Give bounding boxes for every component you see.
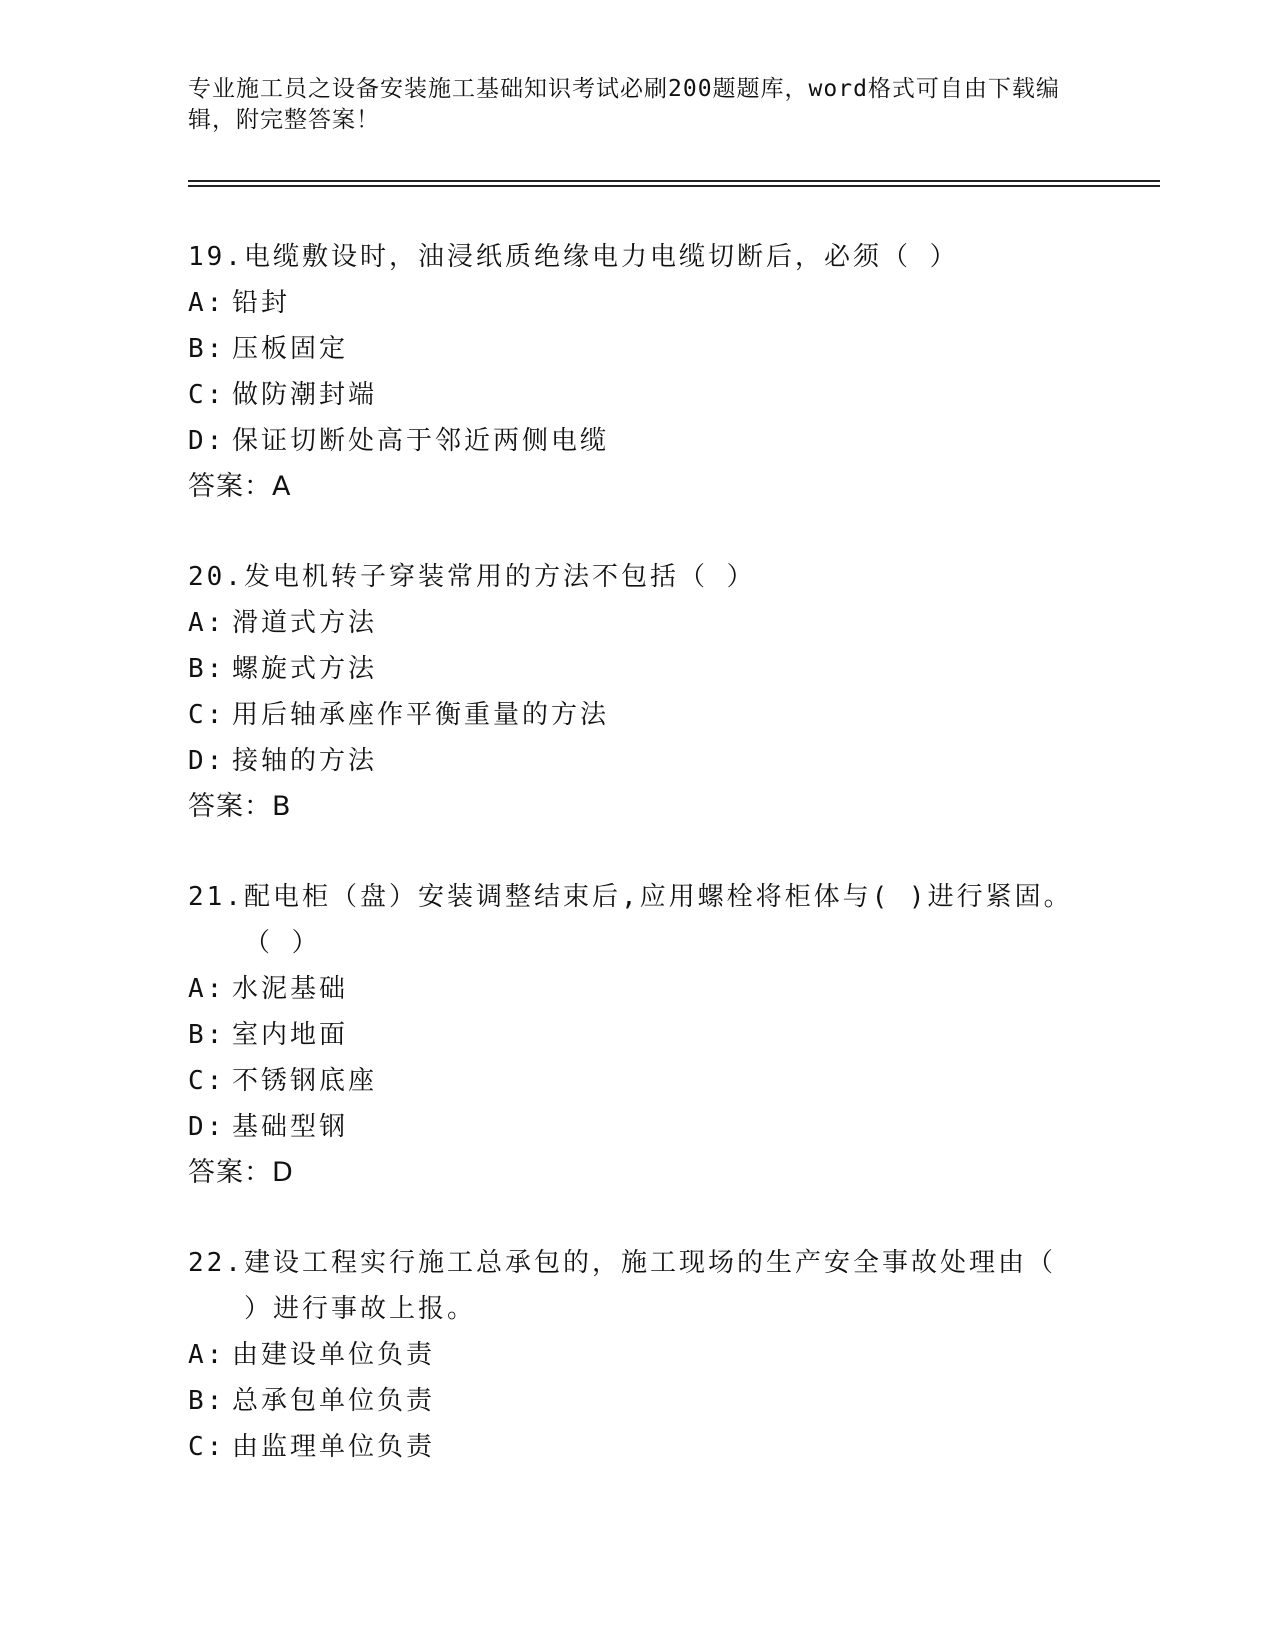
- option-c: [188, 1058, 1088, 1104]
- option-b: [188, 1378, 1088, 1424]
- option-text: 由监理单位负责: [232, 1432, 436, 1462]
- option-c: [188, 372, 1088, 418]
- option-key: B:: [188, 654, 226, 684]
- option-d: [188, 1104, 1088, 1150]
- option-key: B:: [188, 1386, 226, 1416]
- question-text: 发电机转子穿装常用的方法不包括（ ）: [243, 562, 756, 592]
- option-text: 不锈钢底座: [232, 1066, 378, 1096]
- option-a: [188, 280, 1088, 326]
- option-key: D:: [188, 746, 226, 776]
- header-divider-top: [188, 180, 1160, 182]
- option-key: A:: [188, 608, 226, 638]
- question-number: 22.: [188, 1248, 244, 1278]
- option-a: [188, 600, 1088, 646]
- option-b: [188, 1012, 1088, 1058]
- option-key: D:: [188, 1112, 226, 1142]
- question-stem: [188, 234, 1088, 280]
- option-b: [188, 326, 1088, 372]
- option-text: 铅封: [232, 288, 291, 318]
- question-20: [188, 554, 1088, 830]
- option-d: [188, 418, 1088, 464]
- answer-line: 答案：A: [188, 471, 292, 502]
- question-stem: [188, 874, 1088, 966]
- question-number: 20.: [188, 562, 244, 592]
- option-key: B:: [188, 1020, 226, 1050]
- option-a: [188, 966, 1088, 1012]
- option-text: 水泥基础: [232, 974, 349, 1004]
- option-d: [188, 738, 1088, 784]
- option-text: 保证切断处高于邻近两侧电缆: [232, 426, 610, 456]
- option-key: C:: [188, 1066, 226, 1096]
- option-text: 滑道式方法: [232, 608, 378, 638]
- option-key: D:: [188, 426, 226, 456]
- option-c: [188, 692, 1088, 738]
- option-key: C:: [188, 380, 226, 410]
- question-number: 19.: [188, 242, 244, 272]
- option-text: 螺旋式方法: [232, 654, 378, 684]
- question-22: [188, 1240, 1088, 1470]
- answer-line: 答案：D: [188, 1157, 294, 1188]
- option-text: 做防潮封端: [232, 380, 378, 410]
- option-key: A:: [188, 974, 226, 1004]
- option-text: 用后轴承座作平衡重量的方法: [232, 700, 610, 730]
- question-text: 配电柜（盘）安装调整结束后,应用螺栓将柜体与( )进行紧固。（ ）: [243, 882, 1073, 958]
- option-text: 总承包单位负责: [232, 1386, 436, 1416]
- question-19: [188, 234, 1088, 510]
- question-number: 21.: [188, 882, 244, 912]
- question-text: 电缆敷设时，油浸纸质绝缘电力电缆切断后，必须（ ）: [243, 242, 959, 272]
- header-divider-bottom: [188, 185, 1160, 187]
- option-key: A:: [188, 1340, 226, 1370]
- option-b: [188, 646, 1088, 692]
- option-text: 由建设单位负责: [232, 1340, 436, 1370]
- option-key: C:: [188, 1432, 226, 1462]
- option-key: C:: [188, 700, 226, 730]
- question-stem: [188, 1240, 1088, 1332]
- option-text: 室内地面: [232, 1020, 349, 1050]
- document-header: 专业施工员之设备安装施工基础知识考试必刷200题题库，word格式可自由下载编辑，附完整答案！: [188, 76, 1060, 133]
- question-21: [188, 874, 1088, 1196]
- question-stem: [188, 554, 1088, 600]
- option-text: 压板固定: [232, 334, 349, 364]
- option-key: B:: [188, 334, 226, 364]
- option-key: A:: [188, 288, 226, 318]
- option-text: 接轴的方法: [232, 746, 378, 776]
- answer-line: 答案：B: [188, 791, 292, 822]
- question-text: 建设工程实行施工总承包的，施工现场的生产安全事故处理由（ ）进行事故上报。: [243, 1248, 1056, 1324]
- option-a: [188, 1332, 1088, 1378]
- option-c: [188, 1424, 1088, 1470]
- option-text: 基础型钢: [232, 1112, 349, 1142]
